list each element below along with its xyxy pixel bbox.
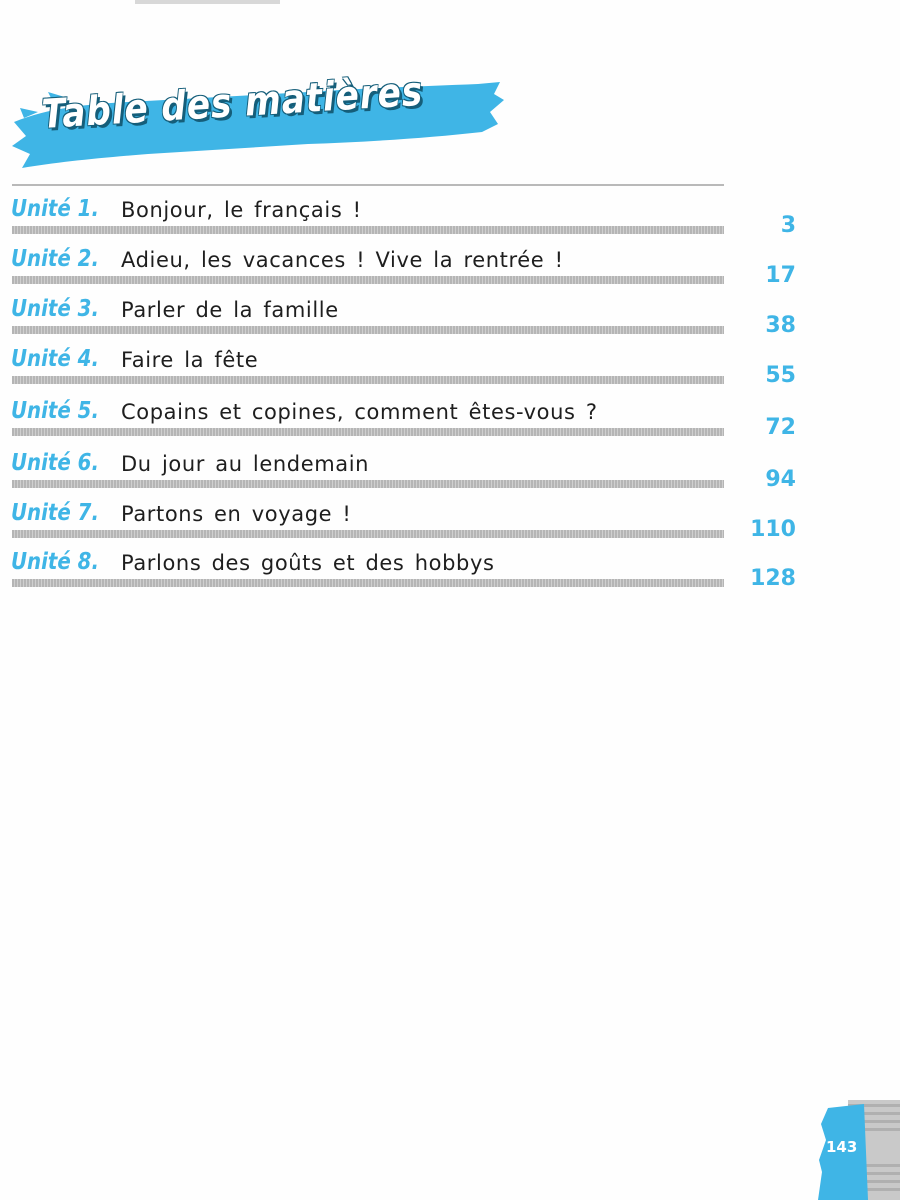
page-folio-number: 143: [826, 1138, 858, 1156]
unit-label: Unité 7.: [11, 500, 99, 526]
row-underline: [12, 376, 724, 384]
toc-entry[interactable]: [0, 246, 900, 296]
row-underline: [12, 276, 724, 284]
unit-label: Unité 2.: [11, 246, 99, 272]
unit-title: Adieu, les vacances ! Vive la rentrée !: [121, 248, 564, 272]
unit-title: Partons en voyage !: [121, 502, 352, 526]
unit-title: Copains et copines, comment êtes-vous ?: [121, 400, 598, 424]
unit-label: Unité 1.: [11, 196, 99, 222]
row-underline: [12, 326, 724, 334]
unit-label: Unité 8.: [11, 549, 99, 575]
unit-title: Parler de la famille: [121, 298, 339, 322]
toc-entry[interactable]: [0, 549, 900, 599]
toc-entry[interactable]: [0, 398, 900, 448]
row-underline: [12, 428, 724, 436]
unit-title: Bonjour, le français !: [121, 198, 362, 222]
unit-label: Unité 4.: [11, 346, 99, 372]
page-number: 128: [750, 566, 796, 591]
row-underline: [12, 579, 724, 587]
row-underline: [12, 480, 724, 488]
page-number: 3: [780, 213, 796, 238]
toc-entry[interactable]: [0, 500, 900, 550]
unit-label: Unité 6.: [11, 450, 99, 476]
toc-entry[interactable]: [0, 450, 900, 500]
unit-title: Parlons des goûts et des hobbys: [121, 551, 495, 575]
page-number: 38: [765, 313, 796, 338]
row-underline: [12, 530, 724, 538]
page-number: 110: [750, 517, 796, 542]
unit-title: Faire la fête: [121, 348, 259, 372]
toc-entry[interactable]: [0, 196, 900, 246]
page-number: 94: [765, 467, 796, 492]
page-title: Table des matières: [40, 68, 425, 138]
toc-entry[interactable]: [0, 346, 900, 396]
row-underline: [12, 226, 724, 234]
page-number: 17: [765, 263, 796, 288]
unit-label: Unité 5.: [11, 398, 99, 424]
unit-title: Du jour au lendemain: [121, 452, 370, 476]
page-number: 72: [765, 415, 796, 440]
page-number: 55: [765, 363, 796, 388]
toc-entry[interactable]: [0, 296, 900, 346]
unit-label: Unité 3.: [11, 296, 99, 322]
